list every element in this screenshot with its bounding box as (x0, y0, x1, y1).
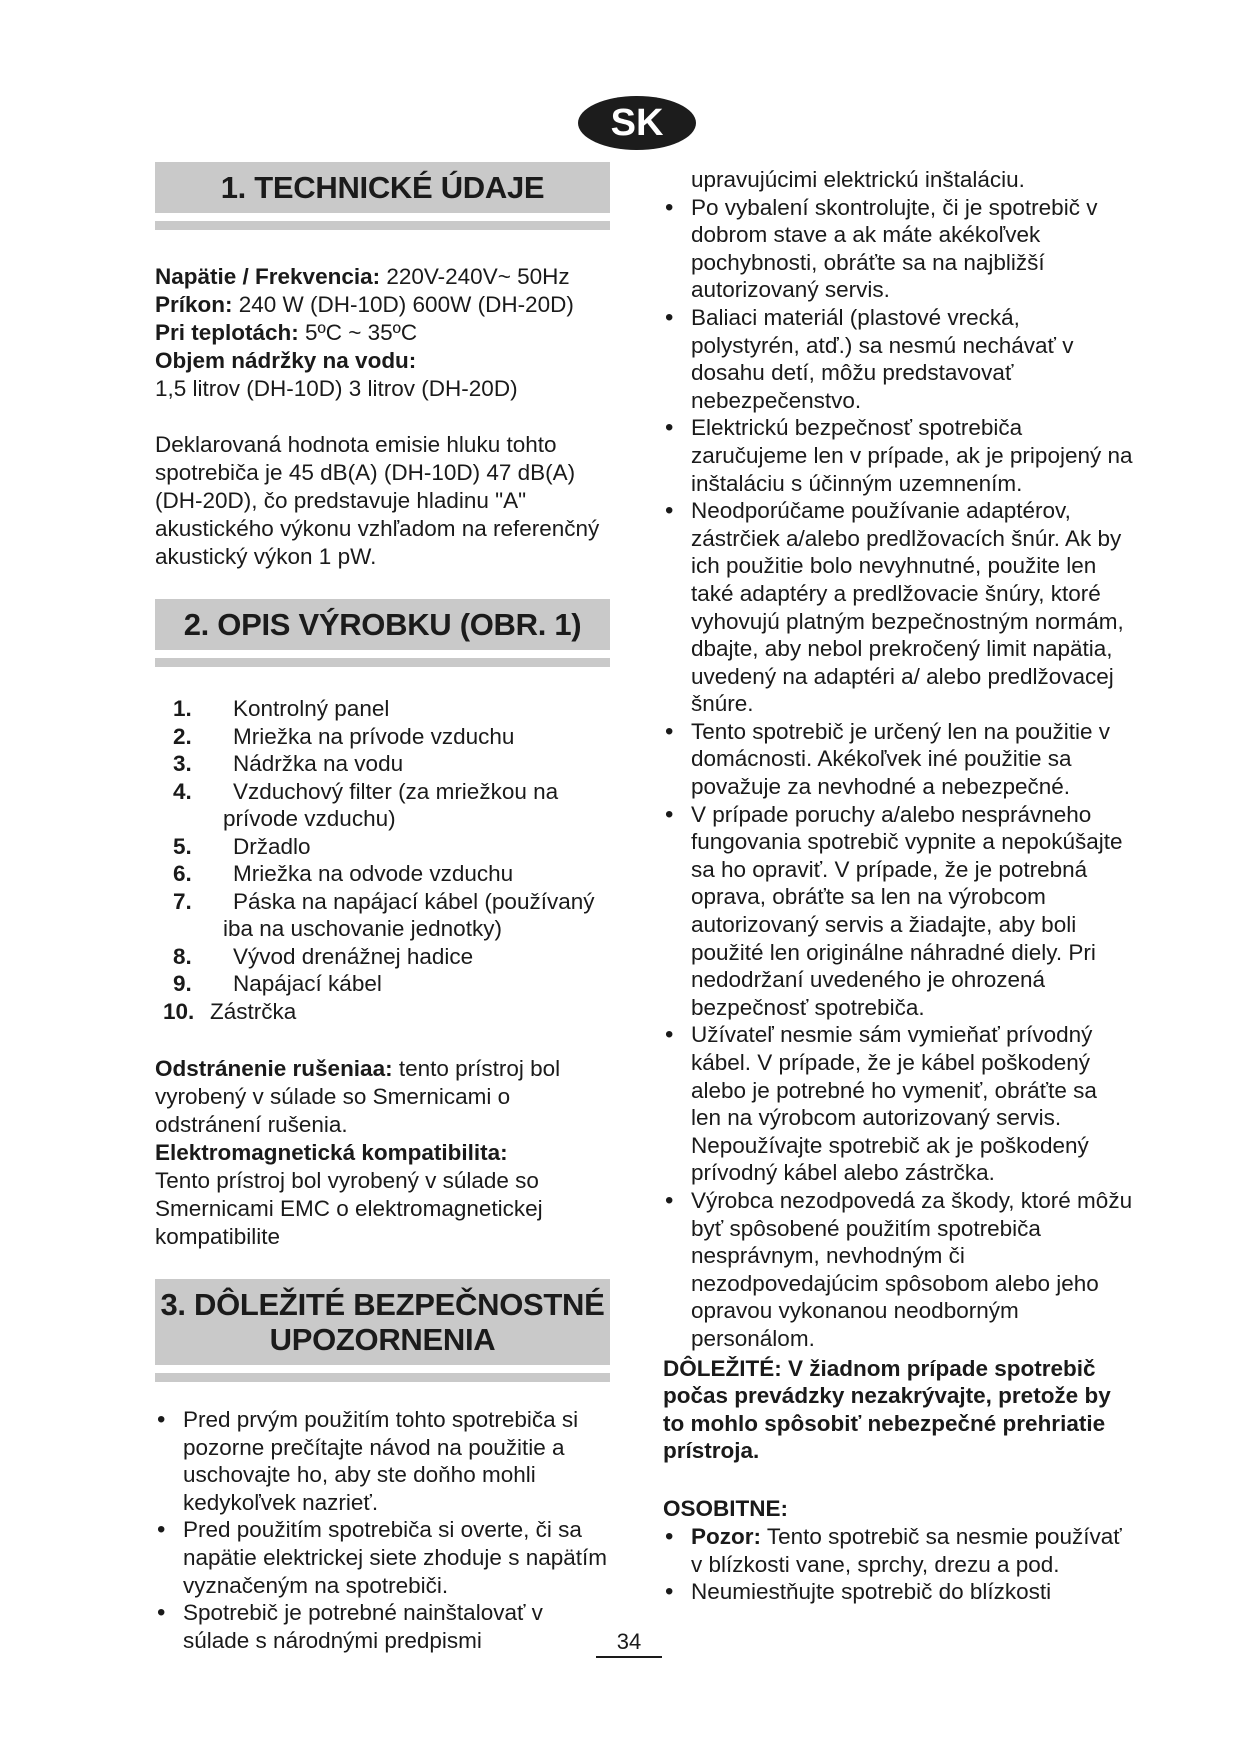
interference-note: Odstránenie rušeniaa: tento prístroj bol vyrobený v súlade so Smernicami o odstránení rušenia. (155, 1056, 561, 1137)
list-item: • Po vybalení skontrolujte, či je spotrebič v dobrom stave a ak máte akékoľvek pochybnosti, obráťte sa na najbližší autorizovaný servis. (663, 194, 1133, 304)
section-3-title: 3. DÔLEŽITÉ BEZPEČNOSTNÉ UPOZORNENIA (155, 1279, 610, 1365)
section-1-title: 1. TECHNICKÉ ÚDAJE (155, 162, 610, 213)
noise-declaration: Deklarovaná hodnota emisie hluku tohto spotrebiča je 45 dB(A) (DH-10D) 47 dB(A) (DH-20D), čo predstavuje hladinu "A" akustického výkonu vzhľadom na referenčný akustický výkon 1 pW. (155, 432, 600, 569)
list-item: 6. Mriežka na odvode vzduchu (173, 861, 514, 886)
list-item: • Pred použitím spotrebiča si overte, či sa napätie elektrickej siete zhoduje s napätím vyznačeným na spotrebiči. (155, 1516, 610, 1599)
list-item: 9. Napájací kábel (173, 971, 382, 996)
spec-tank-label: Objem nádržky na vodu: (155, 348, 417, 373)
list-item: • Tento spotrebič je určený len na použitie v domácnosti. Akékoľvek iné použitie sa považuje za nevhodné a nebezpečné. (663, 718, 1133, 801)
list-item: • Baliaci materiál (plastové vrecká, polystyrén, atď.) sa nesmú nechávať v dosahu detí, môžu predstavovať nebezpečenstvo. (663, 304, 1133, 414)
list-item: 3. Nádržka na vodu (173, 751, 404, 776)
list-item: • Výrobca nezodpovedá za škody, ktoré môžu byť spôsobené použitím spotrebiča nesprávnym, nevhodným či nezodpovedajúcim spôsobom alebo jeho opravou vykonanou neodborným personálom. (663, 1187, 1133, 1353)
list-item: • Pred prvým použitím tohto spotrebiča si pozorne prečítajte návod na použitie a uschovajte ho, aby ste doňho mohli kedykoľvek nazrieť. (155, 1406, 610, 1516)
language-badge: SK (578, 96, 696, 150)
list-item: • Pozor: Tento spotrebič sa nesmie používať v blízkosti vane, sprchy, drezu a pod. (663, 1523, 1133, 1578)
list-item: 8. Vývod drenážnej hadice (173, 943, 474, 969)
emc-label: Elektromagnetická kompatibilita: (155, 1140, 508, 1165)
page-number: 34 (596, 1628, 662, 1658)
spec-voltage: Napätie / Frekvencia: 220V-240V~ 50Hz (155, 264, 570, 289)
spec-tank-value: 1,5 litrov (DH-10D) 3 litrov (DH-20D) (155, 376, 518, 401)
technical-specs (155, 263, 610, 403)
list-item: • Elektrickú bezpečnosť spotrebiča zaručujeme len v prípade, ak je pripojený na inštaláciu s účinným uzemnením. (663, 414, 1133, 497)
safety-list-right (663, 194, 1133, 1353)
list-item: 5. Držadlo (173, 833, 311, 859)
list-item: 4. Vzduchový filter (za mriežkou na prívode vzduchu) (173, 778, 559, 831)
section-1-divider (155, 221, 610, 230)
important-warning: DÔLEŽITÉ: V žiadnom prípade spotrebič počas prevádzky nezakrývajte, pretože by to mohlo spôsobiť nebezpečné prehriatie prístroja. (663, 1355, 1111, 1464)
list-item: 7. Páska na napájací kábel (používaný iba na uschovanie jednotky) (173, 888, 595, 941)
list-item: • Neumiestňujte spotrebič do blízkosti (663, 1578, 1133, 1606)
special-list (663, 1523, 1133, 1606)
special-heading: OSOBITNE: (663, 1495, 789, 1521)
list-item: • Užívateľ nesmie sám vymieňať prívodný kábel. V prípade, že je kábel poškodený alebo je potrebné ho vymeniť, obráťte sa len na výrobcom autorizovaný servis. Nepoužívajte spotrebič ak je poškodený prívodný kábel alebo zástrčka. (663, 1021, 1133, 1187)
list-item: 10. Zástrčka (163, 998, 297, 1024)
list-item: 2. Mriežka na prívode vzduchu (173, 723, 515, 749)
list-item: • Spotrebič je potrebné nainštalovať v súlade s národnými predpismi (155, 1599, 610, 1654)
emc-text: Tento prístroj bol vyrobený v súlade so Smernicami EMC o elektromagnetickej kompatibilite (155, 1168, 543, 1249)
list-item: • Neodporúčame používanie adaptérov, zástrčiek a/alebo predlžovacích šnúr. Ak by ich použitie bolo nevyhnutné, použite len také adaptéry a predlžovacie šnúry, ktoré vyhovujú platným bezpečnostným normám, dbajte, aby nebol prekročený limit napätia, uvedený na adaptéri a/ alebo predlžovacej šnúre. (663, 497, 1133, 718)
right-column (663, 166, 1133, 1606)
spec-power: Príkon: 240 W (DH-10D) 600W (DH-20D) (155, 292, 574, 317)
safety-list-left (155, 1406, 610, 1654)
list-item: 1. Kontrolný panel (173, 696, 390, 721)
section-2-divider (155, 658, 610, 667)
continued-text: upravujúcimi elektrickú inštaláciu. (691, 167, 1025, 192)
list-item: • V prípade poruchy a/alebo nesprávneho fungovania spotrebič vypnite a nepokúšajte sa ho opraviť. V prípade, že je potrebná oprava, obráťte sa len na výrobcom autorizovaný servis a žiadajte, aby boli použité len originálne náhradné diely. Pri nedodržaní uvedeného je ohrozená bezpečnosť spotrebiča. (663, 801, 1133, 1022)
spec-temperature: Pri teplotách: 5ºC ~ 35ºC (155, 320, 418, 345)
left-column (155, 162, 610, 1654)
section-2-title: 2. OPIS VÝROBKU (OBR. 1) (155, 599, 610, 650)
product-parts-list (155, 695, 610, 1025)
section-3-divider (155, 1373, 610, 1382)
